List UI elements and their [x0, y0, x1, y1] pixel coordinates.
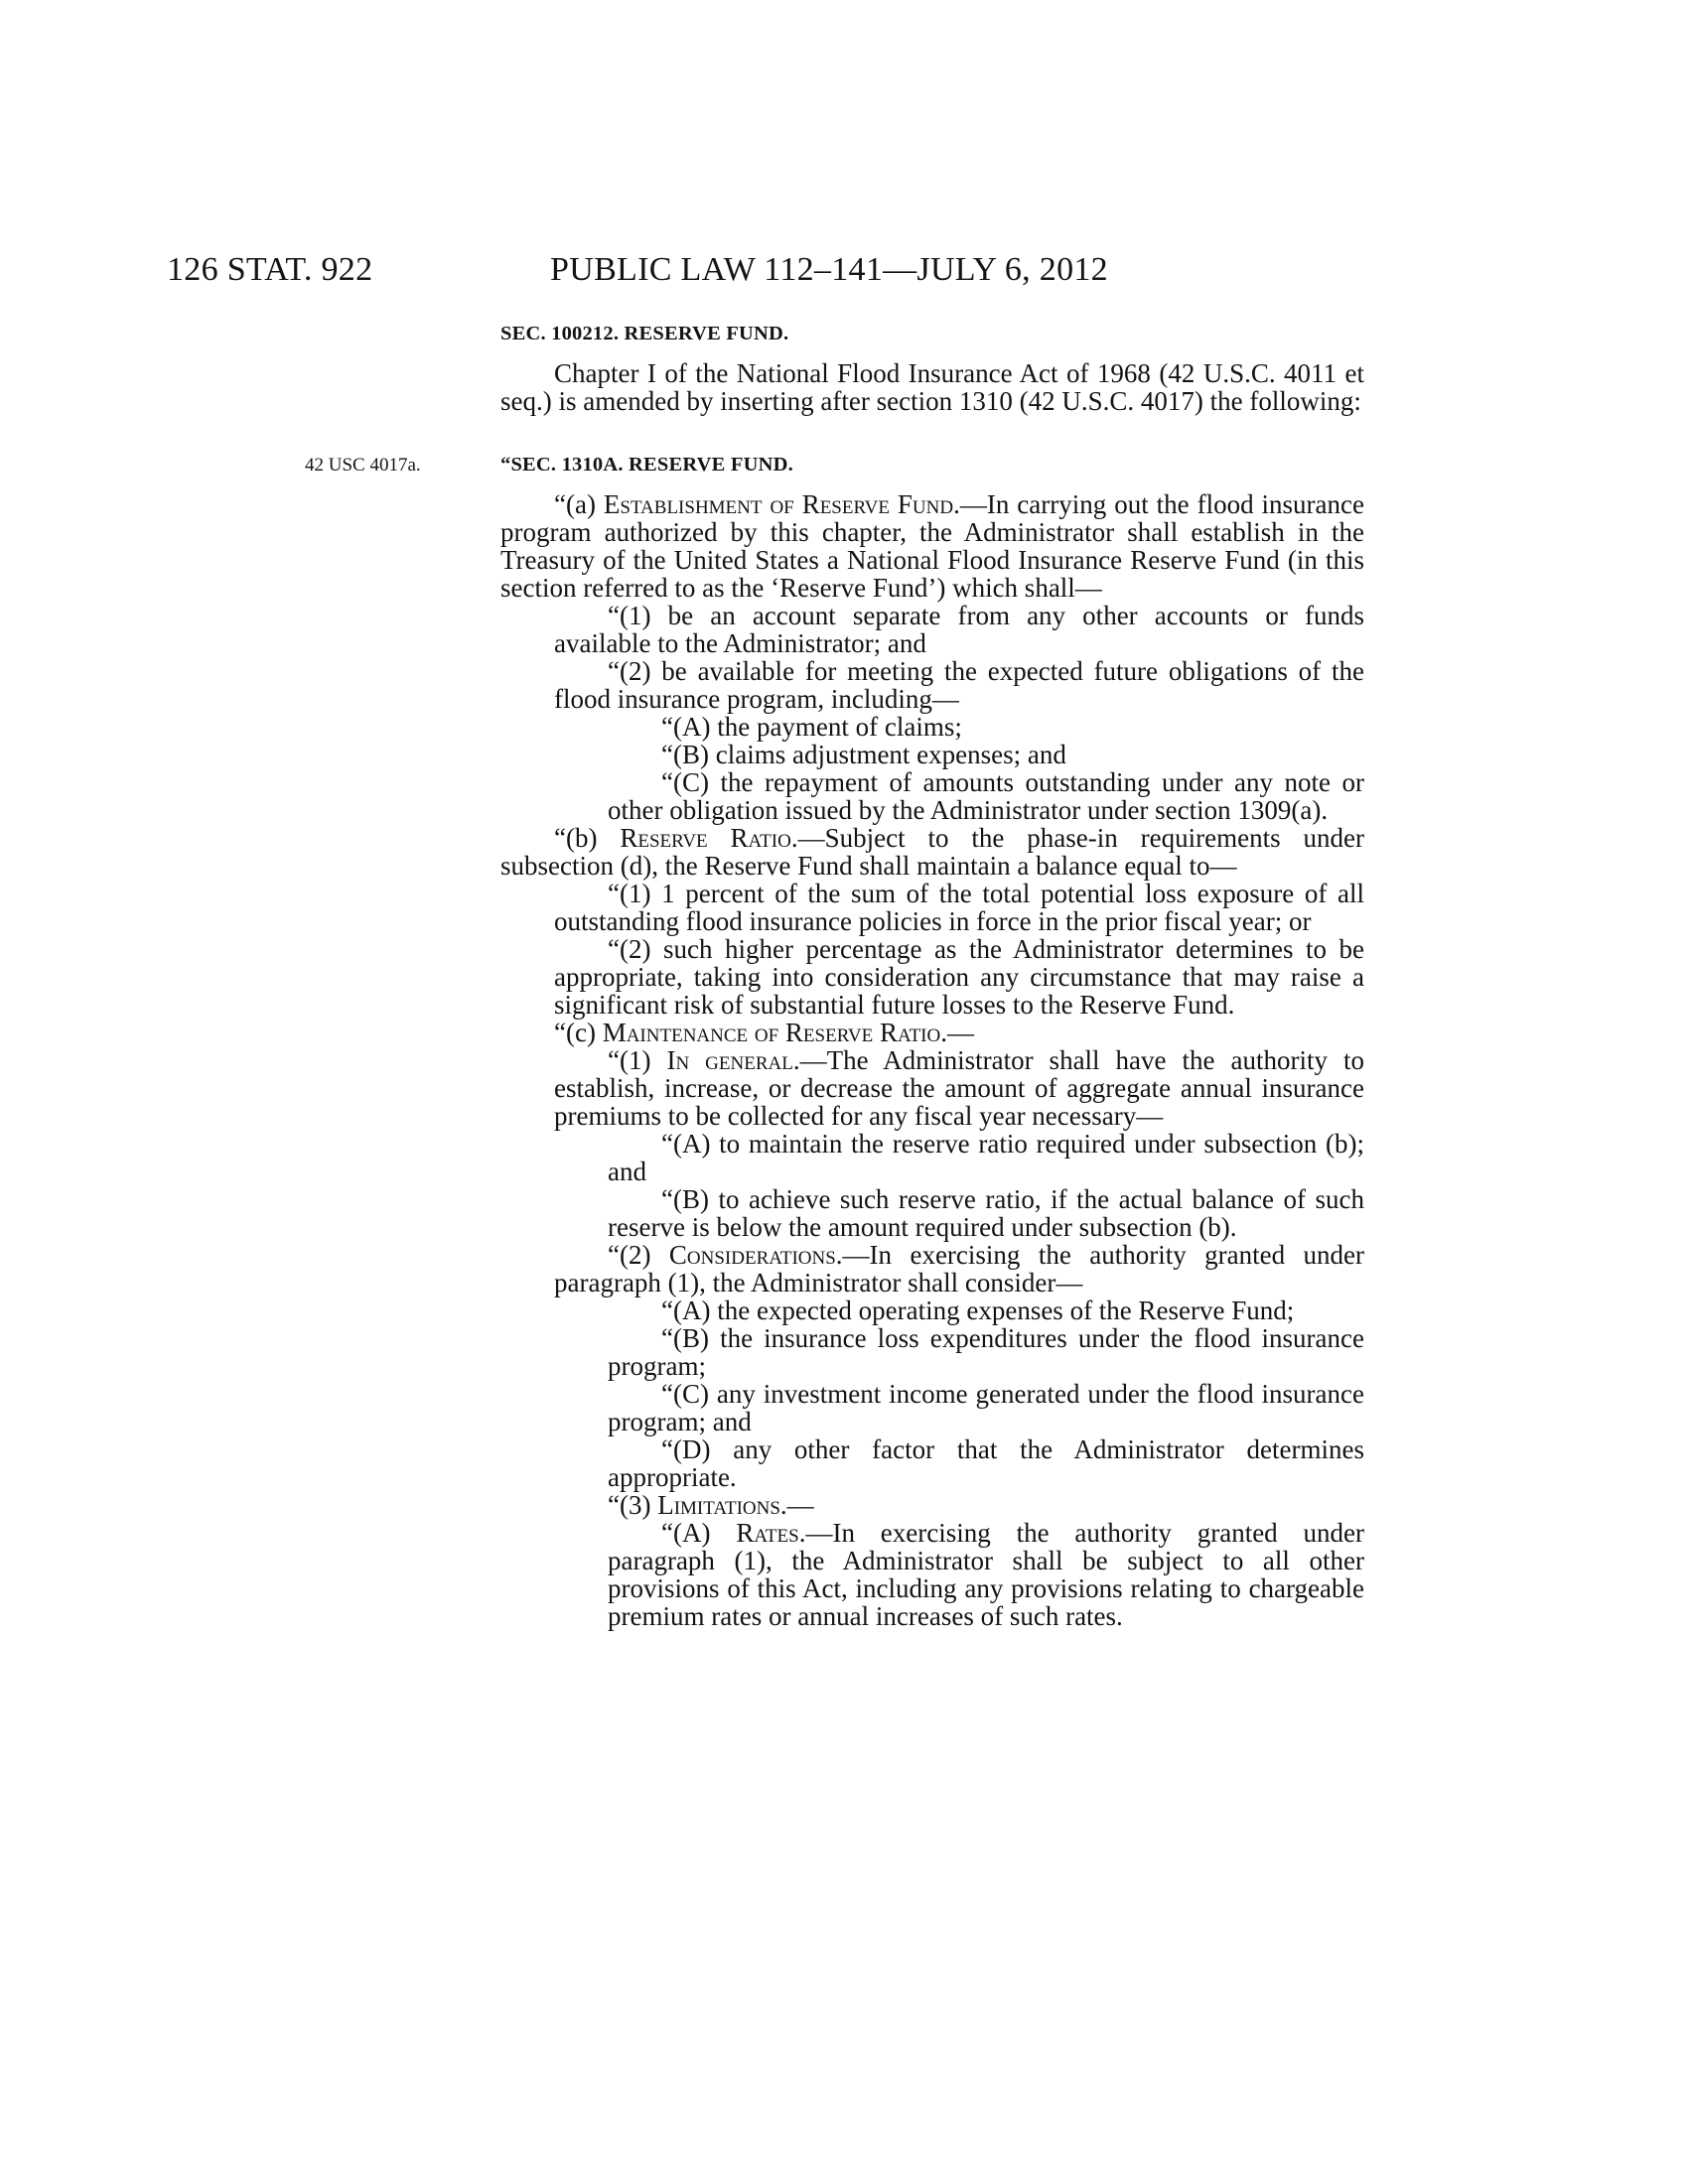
subparagraph-c-2-B: “(B) the insurance loss expenditures under the flood insurance program; — [608, 1323, 1364, 1381]
subsection-c-caption: Maintenance of Reserve Ratio — [602, 1018, 941, 1047]
subparagraph-c-3-A-lead: “(A) — [661, 1518, 737, 1548]
subparagraph-c-2-D: “(D) any other factor that the Administrator determines appropriate. — [608, 1434, 1364, 1492]
paragraph-a-1: “(1) be an account separate from any other accounts or funds available to the Administrator; and — [554, 601, 1364, 658]
subsection-b-caption: Reserve Ratio — [620, 823, 791, 853]
paragraph-c-1-lead: “(1) — [608, 1045, 667, 1075]
section-heading: SEC. 100212. RESERVE FUND. — [500, 323, 789, 344]
paragraph-b-1: “(1) 1 percent of the sum of the total potential loss exposure of all outstanding flood insurance policies in force in the prior fiscal year; or — [554, 879, 1364, 936]
paragraph-c-3-caption: Limitations — [657, 1490, 780, 1520]
stat-page-number: 126 STAT. 922 — [167, 251, 373, 288]
section-intro: Chapter I of the National Flood Insurance Act of 1968 (42 U.S.C. 4011 et seq.) is amended by inserting after section 1310 (42 U.S.C. 4017) the following: — [500, 358, 1364, 416]
subparagraph-a-2-C: “(C) the repayment of amounts outstanding under any note or other obligation issued by the Administrator under section 1309(a). — [608, 767, 1364, 825]
subsection-c — [500, 1019, 1364, 1046]
paragraph-c-2 — [500, 1241, 1364, 1297]
subparagraph-c-2-C: “(C) any investment income generated under the flood insurance program; and — [608, 1379, 1364, 1436]
paragraph-b-2: “(2) such higher percentage as the Administrator determines to be appropriate, taking into consideration any circumstance that may raise a significant risk of substantial future losses to the Reserve Fund. — [554, 934, 1364, 1020]
subsection-c-lead: “(c) — [554, 1018, 603, 1047]
paragraph-a-2: “(2) be available for meeting the expected future obligations of the flood insurance program, including— — [554, 656, 1364, 714]
subparagraph-c-1-A: “(A) to maintain the reserve ratio required under subsection (b); and — [608, 1129, 1364, 1186]
margin-citation: 42 USC 4017a. — [305, 455, 421, 476]
paragraph-c-3 — [500, 1491, 1364, 1519]
paragraph-c-1 — [500, 1046, 1364, 1130]
subparagraph-c-3-A-caption: Rates — [736, 1518, 799, 1548]
subparagraph-c-3-A — [500, 1519, 1364, 1630]
subparagraph-c-2-A: “(A) the expected operating expenses of the Reserve Fund; — [661, 1296, 1295, 1325]
subsection-a-text: .—In carrying out the flood insurance program authorized by this chapter, the Administrator shall establish in the Treasury of the United States a National Flood Insurance Reserve Fund (in this section referred to as the ‘Reserve Fund’) which shall— — [500, 489, 1364, 603]
paragraph-c-1-text: .—The Administrator shall have the authority to establish, increase, or decrease the amount of aggregate annual insurance premiums to be collected for any fiscal year necessary— — [554, 1045, 1364, 1131]
section-100212 — [500, 320, 1364, 415]
subsection-b-lead: “(b) — [554, 823, 621, 853]
subsection-c-text: .— — [940, 1018, 974, 1047]
subsection-a-lead: “(a) — [554, 489, 604, 519]
paragraph-c-2-caption: Considerations — [668, 1240, 836, 1270]
paragraph-c-1-caption: In general — [666, 1045, 793, 1075]
subparagraph-a-2-A: “(A) the payment of claims; — [661, 712, 962, 742]
subsection-b-text: .—Subject to the phase-in requirements under subsection (d), the Reserve Fund shall maintain a balance equal to— — [500, 823, 1364, 881]
subparagraph-c-1-B: “(B) to achieve such reserve ratio, if the actual balance of such reserve is below the amount required under subsection (b). — [608, 1184, 1364, 1242]
subparagraph-a-2-B: “(B) claims adjustment expenses; and — [661, 740, 1066, 769]
paragraph-c-2-lead: “(2) — [608, 1240, 669, 1270]
paragraph-c-2-text: .—In exercising the authority granted under paragraph (1), the Administrator shall consider— — [554, 1240, 1364, 1297]
paragraph-c-3-text: .— — [779, 1490, 814, 1520]
inserted-section-heading: “SEC. 1310A. RESERVE FUND. — [500, 454, 793, 476]
running-header-title: PUBLIC LAW 112–141—JULY 6, 2012 — [550, 251, 1108, 288]
inserted-section-1310a — [500, 451, 1364, 1630]
subsection-a-caption: Establishment of Reserve Fund — [603, 489, 954, 519]
subsection-a — [500, 490, 1364, 602]
paragraph-c-3-lead: “(3) — [608, 1490, 658, 1520]
subparagraph-c-3-A-text: .—In exercising the authority granted under paragraph (1), the Administrator shall be subject to all other provisions of this Act, including any provisions relating to chargeable premium rates or annual increases of such rates. — [608, 1518, 1364, 1631]
subsection-b — [500, 824, 1364, 880]
